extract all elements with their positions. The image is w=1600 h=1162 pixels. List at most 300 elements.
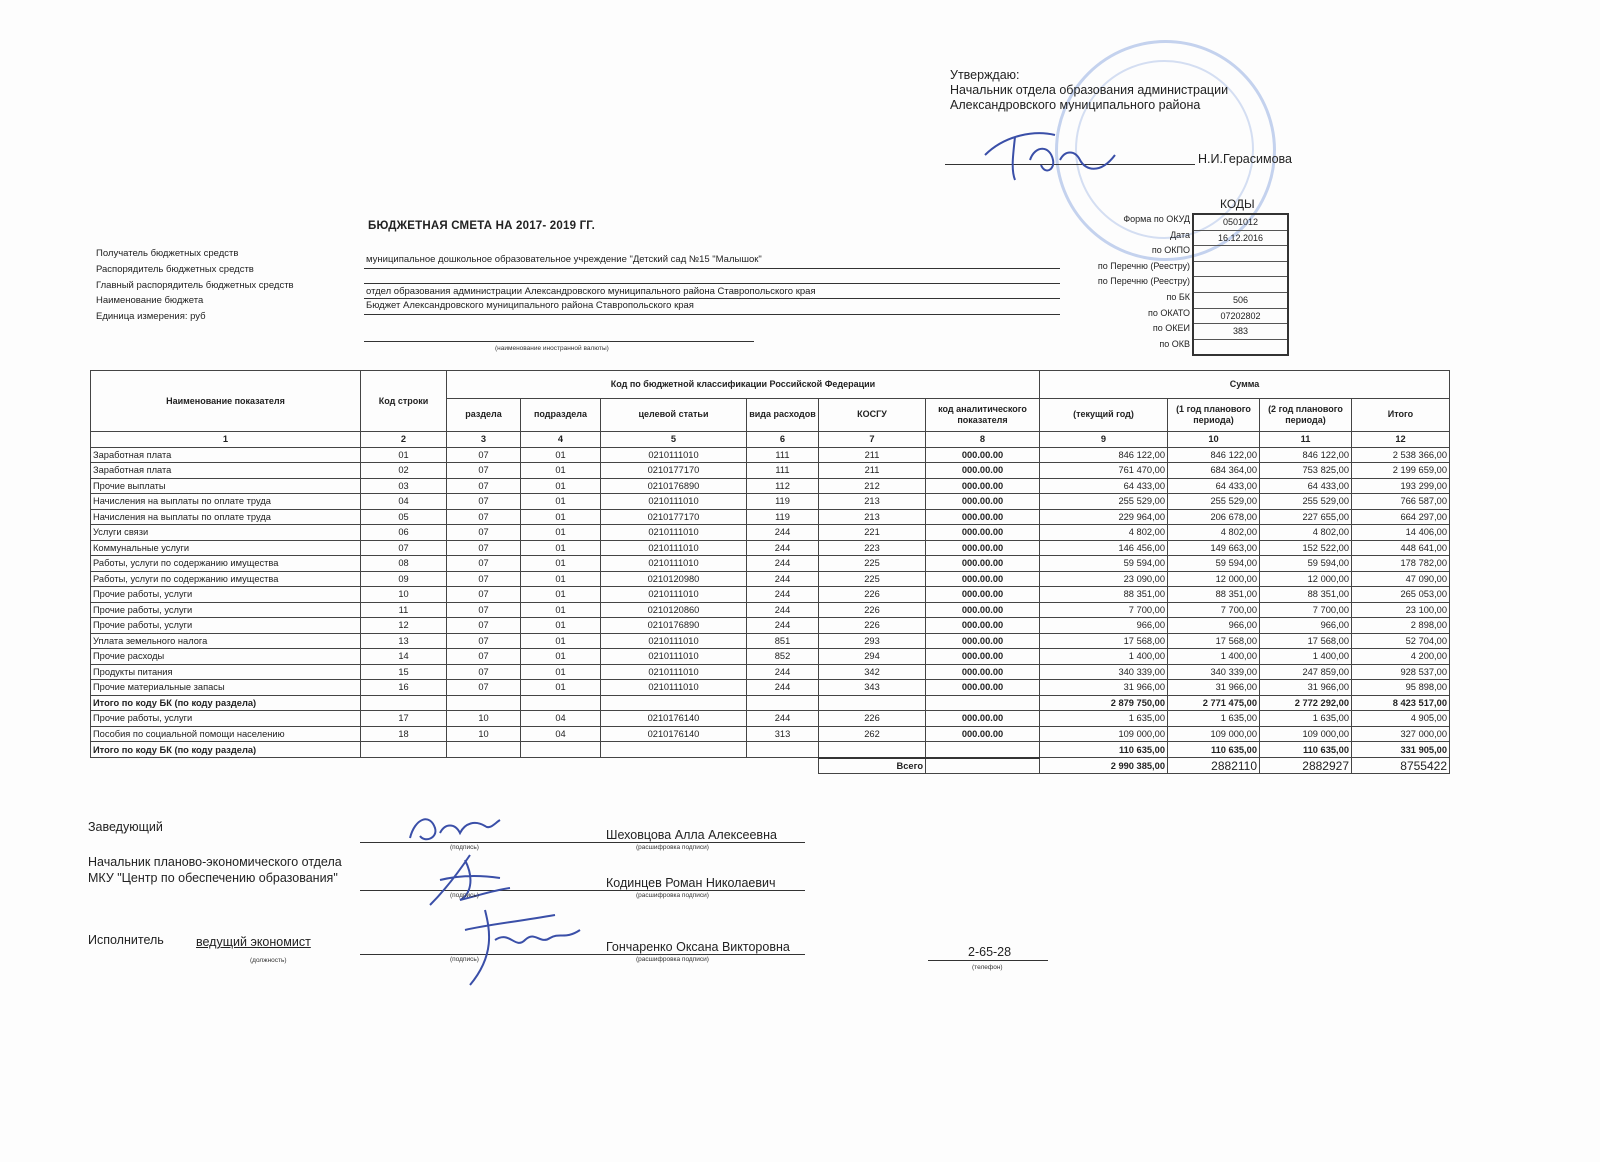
table-row bbox=[91, 556, 1450, 572]
cell-tot: 928 537,00 bbox=[1352, 664, 1450, 680]
cell-s1: 110 635,00 bbox=[1040, 742, 1168, 758]
cell-tot: 23 100,00 bbox=[1352, 602, 1450, 618]
cell-vr: 111 bbox=[747, 447, 819, 463]
cell-an: 000.00.00 bbox=[926, 571, 1040, 587]
caption-signature: (подпись) bbox=[450, 892, 479, 899]
column-number: 7 bbox=[819, 432, 926, 448]
cell-name: Начисления на выплаты по оплате труда bbox=[91, 494, 361, 510]
cell-kosgu: 294 bbox=[819, 649, 926, 665]
cell-tot: 265 053,00 bbox=[1352, 587, 1450, 603]
codes-header: КОДЫ bbox=[1220, 197, 1255, 211]
cell-code: 16 bbox=[361, 680, 447, 696]
cell-vr: 244 bbox=[747, 618, 819, 634]
cell-code: 09 bbox=[361, 571, 447, 587]
code-value bbox=[1194, 340, 1287, 355]
cell-tot: 327 000,00 bbox=[1352, 726, 1450, 742]
cell-name: Работы, услуги по содержанию имущества bbox=[91, 571, 361, 587]
header-sum: Сумма bbox=[1040, 371, 1450, 399]
caption-decoding: (расшифровка подписи) bbox=[636, 892, 709, 899]
caption-position: (должность) bbox=[250, 957, 287, 964]
approval-signature-icon bbox=[975, 115, 1125, 190]
cell-s2: 31 966,00 bbox=[1168, 680, 1260, 696]
cell-s3: 88 351,00 bbox=[1260, 587, 1352, 603]
cell-name: Заработная плата bbox=[91, 447, 361, 463]
cell-razd: 10 bbox=[447, 711, 521, 727]
cell-cs: 0210120980 bbox=[601, 571, 747, 587]
head-name: Шеховцова Алла Алексеевна bbox=[606, 828, 777, 842]
executor-position: ведущий экономист bbox=[196, 935, 311, 949]
column-number: 2 bbox=[361, 432, 447, 448]
cell-s3: 247 859,00 bbox=[1260, 664, 1352, 680]
cell-kosgu: 213 bbox=[819, 509, 926, 525]
cell-s3: 1 400,00 bbox=[1260, 649, 1352, 665]
cell-kosgu: 343 bbox=[819, 680, 926, 696]
cell-cs: 0210176890 bbox=[601, 478, 747, 494]
cell-s2: 149 663,00 bbox=[1168, 540, 1260, 556]
cell-an: 000.00.00 bbox=[926, 633, 1040, 649]
cell-tot: 14 406,00 bbox=[1352, 525, 1450, 541]
grand-total-s3: 2882927 bbox=[1260, 758, 1352, 774]
cell-code: 08 bbox=[361, 556, 447, 572]
cell-razd: 07 bbox=[447, 447, 521, 463]
caption-signature: (подпись) bbox=[450, 956, 479, 963]
code-label: Дата bbox=[1170, 229, 1190, 240]
meta-line bbox=[364, 298, 1060, 299]
table-row bbox=[91, 633, 1450, 649]
cell-s2: 1 635,00 bbox=[1168, 711, 1260, 727]
table-row bbox=[91, 711, 1450, 727]
cell-name: Прочие работы, услуги bbox=[91, 587, 361, 603]
cell-s2: 110 635,00 bbox=[1168, 742, 1260, 758]
column-number: 1 bbox=[91, 432, 361, 448]
cell-tot: 2 538 366,00 bbox=[1352, 447, 1450, 463]
table-row bbox=[91, 571, 1450, 587]
cell-razd: 07 bbox=[447, 602, 521, 618]
cell-s2: 2 771 475,00 bbox=[1168, 695, 1260, 711]
header-plan-year-2: (2 год планового периода) bbox=[1260, 398, 1352, 431]
cell-an: 000.00.00 bbox=[926, 525, 1040, 541]
meta-label-manager: Распорядитель бюджетных средств bbox=[96, 264, 254, 275]
cell-s3: 753 825,00 bbox=[1260, 463, 1352, 479]
meta-recipient: муниципальное дошкольное образовательное учреждение "Детский сад №15 "Малышок" bbox=[366, 254, 762, 265]
cell-podr bbox=[521, 742, 601, 758]
cell-an: 000.00.00 bbox=[926, 602, 1040, 618]
cell-an: 000.00.00 bbox=[926, 664, 1040, 680]
cell-vr: 119 bbox=[747, 494, 819, 510]
cell-an: 000.00.00 bbox=[926, 680, 1040, 696]
cell-vr: 112 bbox=[747, 478, 819, 494]
budget-table bbox=[90, 370, 1450, 774]
column-number: 11 bbox=[1260, 432, 1352, 448]
column-number: 8 bbox=[926, 432, 1040, 448]
grand-total-label: Всего bbox=[819, 758, 926, 774]
column-number: 4 bbox=[521, 432, 601, 448]
cell-cs: 0210176890 bbox=[601, 618, 747, 634]
cell-name: Пособия по социальной помощи населению bbox=[91, 726, 361, 742]
header-classification: Код по бюджетной классификации Российской Федерации bbox=[447, 371, 1040, 399]
cell-cs: 0210177170 bbox=[601, 463, 747, 479]
cell-s1: 4 802,00 bbox=[1040, 525, 1168, 541]
table-row bbox=[91, 525, 1450, 541]
cell-tot: 4 200,00 bbox=[1352, 649, 1450, 665]
cell-s2: 59 594,00 bbox=[1168, 556, 1260, 572]
cell-vr: 244 bbox=[747, 556, 819, 572]
cell-kosgu: 226 bbox=[819, 711, 926, 727]
cell-s3: 227 655,00 bbox=[1260, 509, 1352, 525]
cell-s3: 2 772 292,00 bbox=[1260, 695, 1352, 711]
cell-an: 000.00.00 bbox=[926, 509, 1040, 525]
grand-total-s2: 2882110 bbox=[1168, 758, 1260, 774]
cell-vr: 851 bbox=[747, 633, 819, 649]
cell-kosgu bbox=[819, 695, 926, 711]
cell-tot: 331 905,00 bbox=[1352, 742, 1450, 758]
column-number: 5 bbox=[601, 432, 747, 448]
cell-code bbox=[361, 695, 447, 711]
column-number: 6 bbox=[747, 432, 819, 448]
cell-name: Прочие работы, услуги bbox=[91, 711, 361, 727]
cell-tot: 52 704,00 bbox=[1352, 633, 1450, 649]
header-plan-year-1: (1 год планового периода) bbox=[1168, 398, 1260, 431]
cell-razd: 07 bbox=[447, 525, 521, 541]
header-analytic: код аналитического показателя bbox=[926, 398, 1040, 431]
cell-code: 13 bbox=[361, 633, 447, 649]
cell-tot: 193 299,00 bbox=[1352, 478, 1450, 494]
cell-podr: 01 bbox=[521, 509, 601, 525]
cell-vr: 244 bbox=[747, 540, 819, 556]
cell-an: 000.00.00 bbox=[926, 726, 1040, 742]
cell-code: 10 bbox=[361, 587, 447, 603]
cell-name: Итого по коду БК (по коду раздела) bbox=[91, 742, 361, 758]
cell-podr: 01 bbox=[521, 447, 601, 463]
cell-cs: 0210111010 bbox=[601, 494, 747, 510]
column-number: 12 bbox=[1352, 432, 1450, 448]
cell-s2: 7 700,00 bbox=[1168, 602, 1260, 618]
head-title: Заведующий bbox=[88, 820, 163, 834]
column-number: 10 bbox=[1168, 432, 1260, 448]
subtotal-row bbox=[91, 742, 1450, 758]
phone-line bbox=[928, 960, 1048, 961]
cell-razd: 07 bbox=[447, 633, 521, 649]
table-row bbox=[91, 509, 1450, 525]
cell-s3: 31 966,00 bbox=[1260, 680, 1352, 696]
cell-s3: 17 568,00 bbox=[1260, 633, 1352, 649]
cell-cs: 0210111010 bbox=[601, 447, 747, 463]
meta-main-manager: отдел образования администрации Александровского муниципального района Ставропольского края bbox=[366, 286, 816, 297]
approval-line-1: Утверждаю: bbox=[950, 68, 1020, 82]
executor-signature-icon bbox=[455, 900, 585, 990]
cell-s3: 7 700,00 bbox=[1260, 602, 1352, 618]
cell-kosgu: 225 bbox=[819, 571, 926, 587]
table-row bbox=[91, 447, 1450, 463]
cell-vr: 244 bbox=[747, 711, 819, 727]
cell-s1: 109 000,00 bbox=[1040, 726, 1168, 742]
cell-cs: 0210176140 bbox=[601, 726, 747, 742]
header-total: Итого bbox=[1352, 398, 1450, 431]
cell-kosgu: 226 bbox=[819, 587, 926, 603]
cell-an: 000.00.00 bbox=[926, 478, 1040, 494]
cell-podr: 01 bbox=[521, 525, 601, 541]
column-numbers-row bbox=[91, 432, 1450, 448]
grand-total-all: 8755422 bbox=[1352, 758, 1450, 774]
executor-name: Гончаренко Оксана Викторовна bbox=[606, 940, 790, 954]
cell-name: Прочие работы, услуги bbox=[91, 602, 361, 618]
cell-vr: 313 bbox=[747, 726, 819, 742]
meta-budget: Бюджет Александровского муниципального района Ставропольского края bbox=[366, 300, 694, 311]
cell-s1: 2 879 750,00 bbox=[1040, 695, 1168, 711]
cell-vr: 244 bbox=[747, 680, 819, 696]
cell-podr: 04 bbox=[521, 711, 601, 727]
table-row bbox=[91, 649, 1450, 665]
cell-cs: 0210176140 bbox=[601, 711, 747, 727]
subtotal-row bbox=[91, 695, 1450, 711]
cell-s1: 761 470,00 bbox=[1040, 463, 1168, 479]
cell-podr: 01 bbox=[521, 664, 601, 680]
cell-an: 000.00.00 bbox=[926, 711, 1040, 727]
cell-an: 000.00.00 bbox=[926, 463, 1040, 479]
cell-cs: 0210120860 bbox=[601, 602, 747, 618]
header-code: Код строки bbox=[361, 371, 447, 432]
cell-podr: 01 bbox=[521, 587, 601, 603]
column-number: 9 bbox=[1040, 432, 1168, 448]
cell-s1: 846 122,00 bbox=[1040, 447, 1168, 463]
cell-razd: 07 bbox=[447, 494, 521, 510]
cell-vr: 244 bbox=[747, 525, 819, 541]
meta-label-recipient: Получатель бюджетных средств bbox=[96, 248, 239, 259]
table-row bbox=[91, 602, 1450, 618]
cell-s1: 340 339,00 bbox=[1040, 664, 1168, 680]
cell-kosgu: 225 bbox=[819, 556, 926, 572]
cell-code: 04 bbox=[361, 494, 447, 510]
cell-an bbox=[926, 695, 1040, 711]
document-title: БЮДЖЕТНАЯ СМЕТА НА 2017- 2019 ГГ. bbox=[368, 220, 595, 232]
cell-kosgu: 262 bbox=[819, 726, 926, 742]
cell-razd bbox=[447, 742, 521, 758]
header-current-year: (текущий год) bbox=[1040, 398, 1168, 431]
code-value: 383 bbox=[1194, 324, 1287, 340]
cell-tot: 95 898,00 bbox=[1352, 680, 1450, 696]
cell-name: Прочие работы, услуги bbox=[91, 618, 361, 634]
cell-kosgu: 212 bbox=[819, 478, 926, 494]
code-value: 16.12.2016 bbox=[1194, 231, 1287, 247]
cell-razd: 07 bbox=[447, 463, 521, 479]
meta-label-budget: Наименование бюджета bbox=[96, 295, 204, 306]
cell-podr: 01 bbox=[521, 680, 601, 696]
currency-caption: (наименование иностранной валюты) bbox=[495, 345, 609, 352]
cell-cs: 0210177170 bbox=[601, 509, 747, 525]
cell-vr bbox=[747, 695, 819, 711]
cell-s1: 64 433,00 bbox=[1040, 478, 1168, 494]
header-kosgu: КОСГУ bbox=[819, 398, 926, 431]
cell-s2: 1 400,00 bbox=[1168, 649, 1260, 665]
cell-s1: 966,00 bbox=[1040, 618, 1168, 634]
header-expense-type: вида расходов bbox=[747, 398, 819, 431]
cell-name: Уплата земельного налога bbox=[91, 633, 361, 649]
cell-kosgu: 223 bbox=[819, 540, 926, 556]
cell-kosgu: 211 bbox=[819, 447, 926, 463]
cell-code: 07 bbox=[361, 540, 447, 556]
code-label: по ОКЕИ bbox=[1152, 323, 1190, 334]
cell-s3: 12 000,00 bbox=[1260, 571, 1352, 587]
cell-s2: 12 000,00 bbox=[1168, 571, 1260, 587]
cell-razd: 07 bbox=[447, 618, 521, 634]
cell-s2: 255 529,00 bbox=[1168, 494, 1260, 510]
meta-line bbox=[364, 268, 1060, 269]
cell-kosgu bbox=[819, 742, 926, 758]
cell-vr: 852 bbox=[747, 649, 819, 665]
cell-vr: 244 bbox=[747, 602, 819, 618]
cell-cs: 0210111010 bbox=[601, 587, 747, 603]
cell-s2: 17 568,00 bbox=[1168, 633, 1260, 649]
cell-tot: 2 199 659,00 bbox=[1352, 463, 1450, 479]
cell-an bbox=[926, 742, 1040, 758]
cell-kosgu: 293 bbox=[819, 633, 926, 649]
cell-cs: 0210111010 bbox=[601, 649, 747, 665]
cell-razd: 07 bbox=[447, 587, 521, 603]
code-value bbox=[1194, 262, 1287, 278]
cell-an: 000.00.00 bbox=[926, 587, 1040, 603]
cell-tot: 4 905,00 bbox=[1352, 711, 1450, 727]
cell-s1: 23 090,00 bbox=[1040, 571, 1168, 587]
cell-razd: 07 bbox=[447, 540, 521, 556]
cell-cs: 0210111010 bbox=[601, 680, 747, 696]
caption-decoding: (расшифровка подписи) bbox=[636, 844, 709, 851]
cell-name: Начисления на выплаты по оплате труда bbox=[91, 509, 361, 525]
cell-tot: 664 297,00 bbox=[1352, 509, 1450, 525]
cell-name: Прочие материальные запасы bbox=[91, 680, 361, 696]
cell-s3: 64 433,00 bbox=[1260, 478, 1352, 494]
planner-title-1: Начальник планово-экономического отдела bbox=[88, 855, 342, 869]
code-label: по ОКПО bbox=[1151, 245, 1190, 256]
cell-podr: 01 bbox=[521, 571, 601, 587]
code-label: по ОКВ bbox=[1159, 338, 1190, 349]
grand-total-row bbox=[91, 758, 1450, 774]
table-row bbox=[91, 618, 1450, 634]
cell-vr: 119 bbox=[747, 509, 819, 525]
cell-code: 01 bbox=[361, 447, 447, 463]
cell-podr: 01 bbox=[521, 540, 601, 556]
cell-s1: 59 594,00 bbox=[1040, 556, 1168, 572]
meta-line bbox=[364, 283, 1060, 284]
cell-name: Заработная плата bbox=[91, 463, 361, 479]
cell-podr bbox=[521, 695, 601, 711]
cell-s2: 109 000,00 bbox=[1168, 726, 1260, 742]
cell-name: Услуги связи bbox=[91, 525, 361, 541]
cell-code bbox=[361, 742, 447, 758]
cell-s3: 4 802,00 bbox=[1260, 525, 1352, 541]
cell-s1: 229 964,00 bbox=[1040, 509, 1168, 525]
cell-razd bbox=[447, 695, 521, 711]
table-row bbox=[91, 680, 1450, 696]
cell-kosgu: 211 bbox=[819, 463, 926, 479]
cell-cs: 0210111010 bbox=[601, 633, 747, 649]
header-razdel: раздела bbox=[447, 398, 521, 431]
cell-code: 02 bbox=[361, 463, 447, 479]
cell-podr: 01 bbox=[521, 602, 601, 618]
planner-name: Кодинцев Роман Николаевич bbox=[606, 876, 776, 890]
cell-code: 17 bbox=[361, 711, 447, 727]
cell-an: 000.00.00 bbox=[926, 494, 1040, 510]
cell-kosgu: 226 bbox=[819, 618, 926, 634]
header-name: Наименование показателя bbox=[91, 371, 361, 432]
approval-name: Н.И.Герасимова bbox=[1198, 152, 1292, 166]
cell-s1: 146 456,00 bbox=[1040, 540, 1168, 556]
cell-kosgu: 226 bbox=[819, 602, 926, 618]
cell-vr: 111 bbox=[747, 463, 819, 479]
code-label: по ОКАТО bbox=[1147, 307, 1190, 318]
executor-label: Исполнитель bbox=[88, 933, 164, 947]
cell-tot: 47 090,00 bbox=[1352, 571, 1450, 587]
cell-code: 03 bbox=[361, 478, 447, 494]
approval-block bbox=[950, 68, 1228, 113]
code-label: по БК bbox=[1166, 292, 1190, 302]
meta-label-unit: Единица измерения: руб bbox=[96, 311, 206, 322]
cell-s3: 152 522,00 bbox=[1260, 540, 1352, 556]
caption-phone: (телефон) bbox=[972, 964, 1003, 971]
caption-signature: (подпись) bbox=[450, 844, 479, 851]
cell-name: Итого по коду БК (по коду раздела) bbox=[91, 695, 361, 711]
code-value: 506 bbox=[1194, 293, 1287, 309]
cell-razd: 07 bbox=[447, 571, 521, 587]
cell-kosgu: 342 bbox=[819, 664, 926, 680]
cell-s1: 255 529,00 bbox=[1040, 494, 1168, 510]
cell-code: 06 bbox=[361, 525, 447, 541]
cell-kosgu: 213 bbox=[819, 494, 926, 510]
cell-vr bbox=[747, 742, 819, 758]
code-value bbox=[1194, 246, 1287, 262]
cell-podr: 01 bbox=[521, 633, 601, 649]
cell-s3: 59 594,00 bbox=[1260, 556, 1352, 572]
cell-name: Прочие расходы bbox=[91, 649, 361, 665]
cell-code: 14 bbox=[361, 649, 447, 665]
cell-vr: 244 bbox=[747, 571, 819, 587]
cell-s3: 966,00 bbox=[1260, 618, 1352, 634]
planner-title-2: МКУ "Центр по обеспечению образования" bbox=[88, 871, 338, 885]
cell-s3: 110 635,00 bbox=[1260, 742, 1352, 758]
cell-cs: 0210111010 bbox=[601, 664, 747, 680]
cell-tot: 766 587,00 bbox=[1352, 494, 1450, 510]
cell-cs: 0210111010 bbox=[601, 525, 747, 541]
cell-an: 000.00.00 bbox=[926, 556, 1040, 572]
cell-cs: 0210111010 bbox=[601, 540, 747, 556]
table-row bbox=[91, 540, 1450, 556]
cell-vr: 244 bbox=[747, 664, 819, 680]
approval-line-3: Александровского муниципального района bbox=[950, 98, 1201, 112]
cell-podr: 01 bbox=[521, 618, 601, 634]
cell-s1: 31 966,00 bbox=[1040, 680, 1168, 696]
table-row bbox=[91, 726, 1450, 742]
cell-razd: 07 bbox=[447, 649, 521, 665]
column-number: 3 bbox=[447, 432, 521, 448]
cell-code: 18 bbox=[361, 726, 447, 742]
cell-razd: 07 bbox=[447, 556, 521, 572]
code-value: 07202802 bbox=[1194, 309, 1287, 325]
cell-s1: 88 351,00 bbox=[1040, 587, 1168, 603]
cell-s2: 64 433,00 bbox=[1168, 478, 1260, 494]
cell-name: Работы, услуги по содержанию имущества bbox=[91, 556, 361, 572]
cell-code: 05 bbox=[361, 509, 447, 525]
cell-cs: 0210111010 bbox=[601, 556, 747, 572]
code-label: Форма по ОКУД bbox=[1123, 214, 1190, 224]
cell-name: Прочие выплаты bbox=[91, 478, 361, 494]
cell-an: 000.00.00 bbox=[926, 447, 1040, 463]
code-value bbox=[1194, 277, 1287, 293]
cell-razd: 10 bbox=[447, 726, 521, 742]
cell-code: 15 bbox=[361, 664, 447, 680]
cell-podr: 01 bbox=[521, 556, 601, 572]
cell-podr: 04 bbox=[521, 726, 601, 742]
caption-decoding: (расшифровка подписи) bbox=[636, 956, 709, 963]
cell-tot: 2 898,00 bbox=[1352, 618, 1450, 634]
